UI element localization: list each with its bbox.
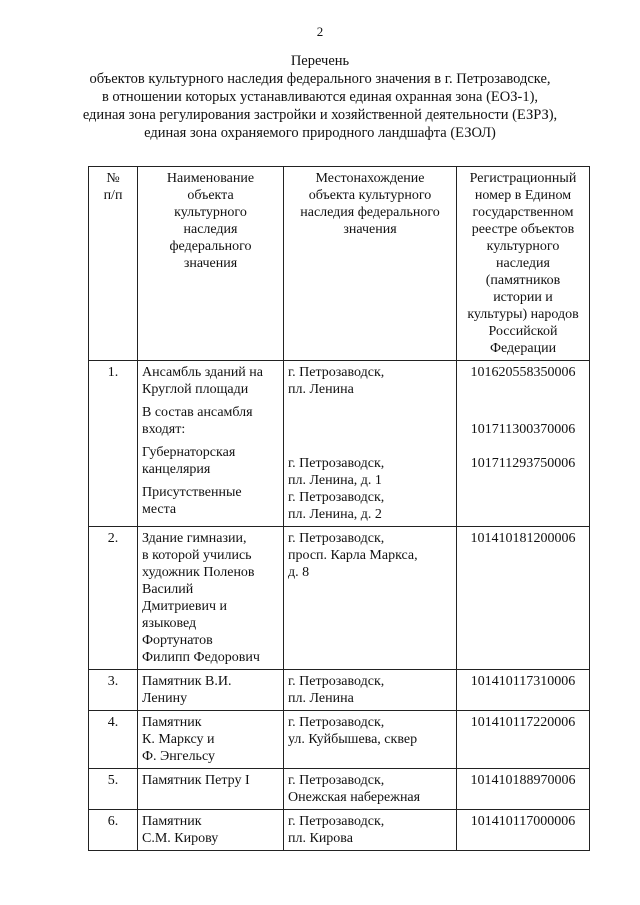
row-registration-number: 101410117220006 bbox=[457, 711, 590, 769]
row-number: 3. bbox=[89, 670, 138, 711]
row-number: 2. bbox=[89, 527, 138, 670]
title-line: объектов культурного наследия федерального значения в г. Петрозаводске, bbox=[89, 71, 551, 87]
row-name: Памятник Петру I bbox=[138, 769, 284, 810]
title-line: единая зона охраняемого природного ландшафта (ЕЗОЛ) bbox=[144, 125, 496, 141]
title-line: Перечень bbox=[290, 53, 350, 69]
title-line: единая зона регулирования застройки и хозяйственной деятельности (ЕЗРЗ), bbox=[82, 107, 558, 123]
header-name: Наименование объекта культурного наследия федерального значения bbox=[138, 167, 284, 361]
heritage-objects-table bbox=[88, 166, 590, 851]
row-registration-number: 101410117310006 bbox=[457, 670, 590, 711]
header-location: Местонахождение объекта культурного наследия федерального значения bbox=[284, 167, 457, 361]
table-row bbox=[89, 711, 590, 769]
row-name: Ансамбль зданий на Круглой площади В состав ансамбля входят: Губернаторская канцелярия Присутственные места bbox=[138, 361, 284, 527]
row-registration-number: 101410181200006 bbox=[457, 527, 590, 670]
row-registration-number: 101410117000006 bbox=[457, 810, 590, 851]
table-row bbox=[89, 670, 590, 711]
row-location: г. Петрозаводск, пл. Кирова bbox=[284, 810, 457, 851]
table-row bbox=[89, 769, 590, 810]
row-location: г. Петрозаводск, Онежская набережная bbox=[284, 769, 457, 810]
table-row bbox=[89, 527, 590, 670]
row-number: 4. bbox=[89, 711, 138, 769]
row-number: 5. bbox=[89, 769, 138, 810]
row-location: г. Петрозаводск, ул. Куйбышева, сквер bbox=[284, 711, 457, 769]
page-number: 2 bbox=[316, 24, 324, 39]
header-registration-number: Регистрационный номер в Едином государственном реестре объектов культурного наследия (памятников истории и культуры) народов Российской Федерации bbox=[457, 167, 590, 361]
row-location: г. Петрозаводск, просп. Карла Маркса, д. 8 bbox=[284, 527, 457, 670]
row-location: г. Петрозаводск, пл. Ленина г. Петрозаводск, пл. Ленина, д. 1 г. Петрозаводск, пл. Ленина, д. 2 bbox=[284, 361, 457, 527]
row-name: Памятник С.М. Кирову bbox=[138, 810, 284, 851]
row-name: Памятник В.И. Ленину bbox=[138, 670, 284, 711]
row-name: Памятник К. Марксу и Ф. Энгельсу bbox=[138, 711, 284, 769]
row-number: 1. bbox=[89, 361, 138, 527]
row-location: г. Петрозаводск, пл. Ленина bbox=[284, 670, 457, 711]
title-line: в отношении которых устанавливаются единая охранная зона (ЕОЗ-1), bbox=[101, 89, 539, 105]
row-name: Здание гимназии, в которой учились художник Поленов Василий Дмитриевич и языковед Фортунатов Филипп Федорович bbox=[138, 527, 284, 670]
row-registration-number: 101620558350006 101711300370006 101711293750006 bbox=[457, 361, 590, 527]
table-row bbox=[89, 810, 590, 851]
table-row bbox=[89, 361, 590, 527]
header-number: № п/п bbox=[89, 167, 138, 361]
document-title bbox=[40, 52, 600, 142]
row-registration-number: 101410188970006 bbox=[457, 769, 590, 810]
row-number: 6. bbox=[89, 810, 138, 851]
table-header-row bbox=[89, 167, 590, 361]
